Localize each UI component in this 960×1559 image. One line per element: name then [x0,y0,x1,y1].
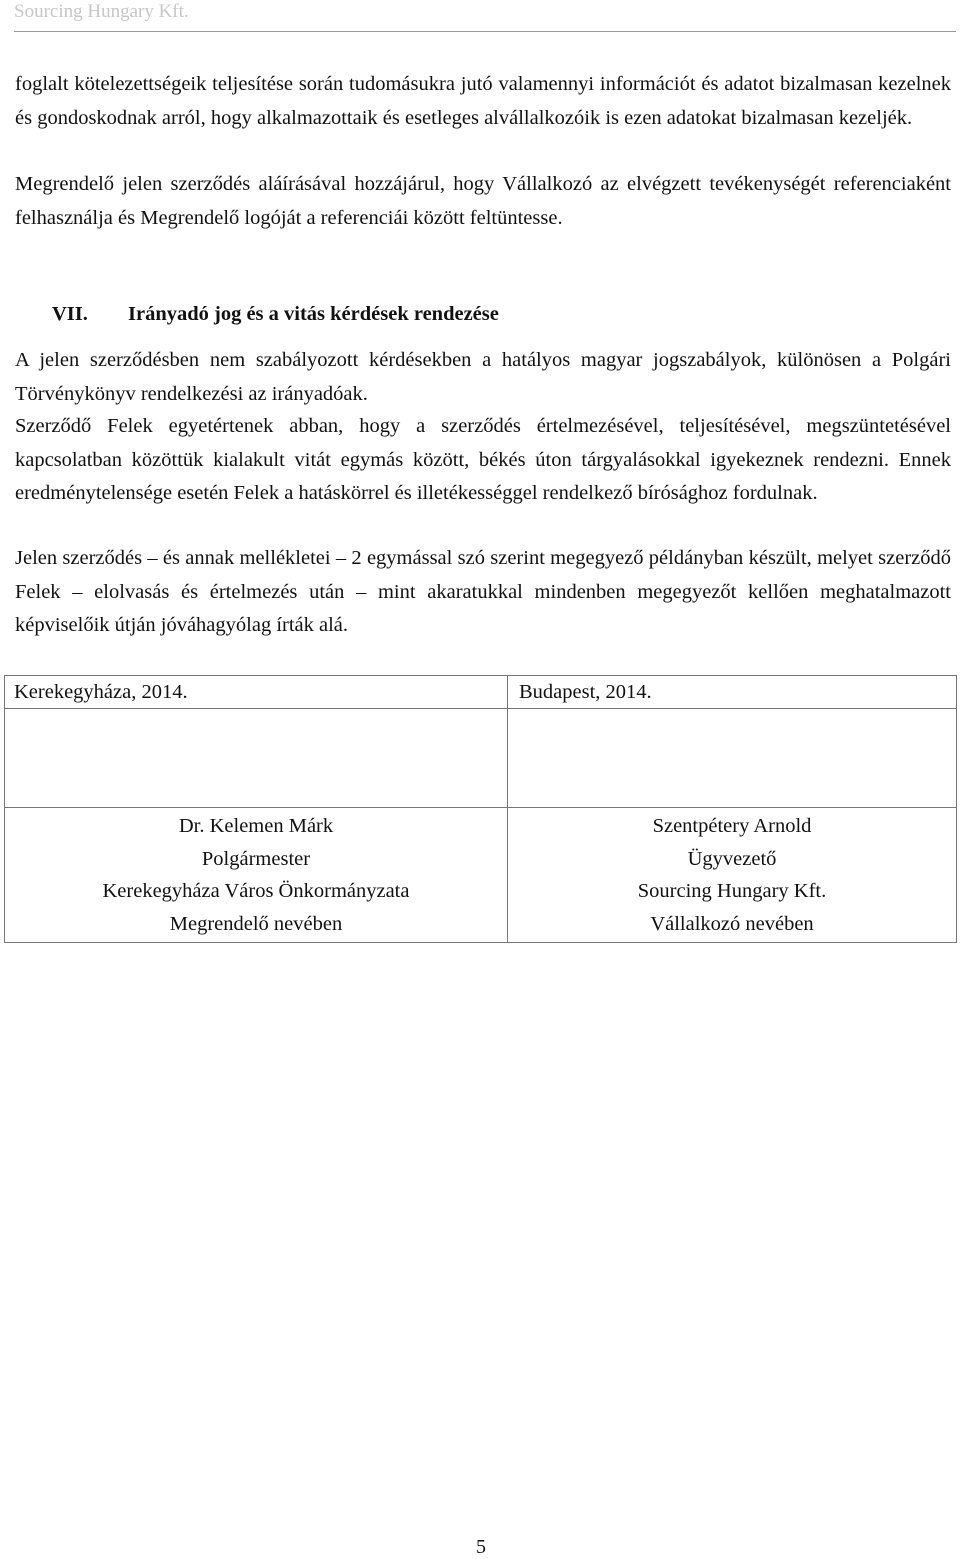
paragraph-copies: Jelen szerződés – és annak mellékletei – 2 egymással szó szerint megegyező példányban készült, melyet szerződő Felek – elolvasás és értelmezés után – mint akaratukkal mindenben megegyezőt kellően meghatalmazott képviselőik útján jóváhagyólag írták alá. [15,547,951,636]
signatory-role: Vállalkozó nevében [650,912,814,935]
paragraph-reference: Megrendelő jelen szerződés aláírásával hozzájárul, hogy Vállalkozó az elvégzett tevékenységét referenciaként felhasználja és Megrendelő logóját a referenciái között feltüntesse. [15,173,951,229]
place-date-right: Budapest, 2014. [508,676,957,709]
paragraph-disputes: Szerződő Felek egyetértenek abban, hogy a szerződés értelmezésével, teljesítésével, megszüntetésével kapcsolatban közöttük kialakult vitát egymás között, békés úton tárgyalásokkal igyekeznek rendezni. Ennek eredménytelensége esetén Felek a hatáskörrel és illetékességgel rendelkező bírósághoz fordulnak. [15,415,951,504]
signatory-organization: Kerekegyháza Város Önkormányzata [102,880,410,902]
signatory-name: Dr. Kelemen Márk [178,815,334,837]
header-divider [14,31,956,32]
signatory-title: Polgármester [201,847,311,870]
signature-space-right [508,709,957,808]
signatory-organization: Sourcing Hungary Kft. [637,880,827,902]
signatory-name: Szentpétery Arnold [652,815,812,837]
signature-space-left [5,709,508,808]
signatory-role: Megrendelő nevében [169,912,343,935]
running-header: Sourcing Hungary Kft. [14,1,189,22]
section-title: Irányadó jog és a vitás kérdések rendezése [128,303,499,325]
signature-table [4,675,957,943]
section-number: VII. [52,303,88,325]
section-heading [52,298,499,331]
signatory-title: Ügyvezető [687,847,777,870]
place-date-left: Kerekegyháza, 2014. [5,676,508,709]
page-number: 5 [476,1536,486,1558]
signatory-left [5,808,508,943]
paragraph-confidentiality: foglalt kötelezettségeik teljesítése során tudomásukra jutó valamennyi információt és adatot bizalmasan kezelnek és gondoskodnak arról, hogy alkalmazottaik és esetleges alvállalkozóik is ezen adatokat bizalmasan kezeljék. [15,73,951,129]
signatory-right [508,808,957,943]
paragraph-governing-law: A jelen szerződésben nem szabályozott kérdésekben a hatályos magyar jogszabályok, különösen a Polgári Törvénykönyv rendelkezési az irányadóak. [15,349,951,405]
